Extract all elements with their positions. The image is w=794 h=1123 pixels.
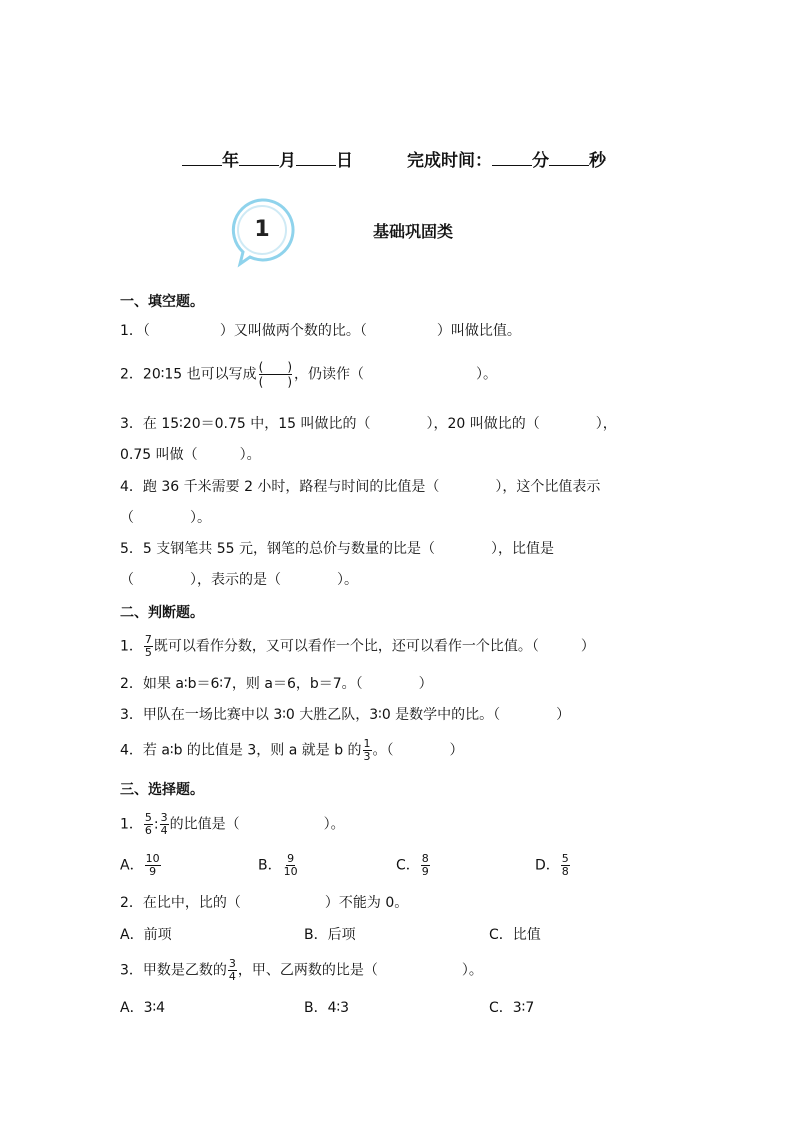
option-d-label: D． bbox=[535, 857, 560, 874]
minutes-label: 分 bbox=[532, 151, 549, 171]
option-a-fraction bbox=[145, 853, 161, 878]
fill-question-4-line-1: 4．跑 36 千米需要 2 小时，路程与时间的比值是（ ），这个比值表示 bbox=[120, 479, 601, 495]
choice-q1-frac1-den: 6 bbox=[144, 824, 152, 837]
choice-q3-option-b[interactable]: B．4∶3 bbox=[304, 1000, 350, 1016]
badge-number: 1 bbox=[254, 217, 270, 242]
choice-question-1 bbox=[120, 812, 345, 837]
judge-q4-frac-den: 3 bbox=[363, 750, 371, 763]
year-blank bbox=[182, 151, 222, 166]
judge-q1-frac-num: 7 bbox=[144, 633, 152, 646]
fill-q2-fraction-blank bbox=[259, 360, 292, 389]
choice-q3-fraction bbox=[228, 958, 237, 983]
fill-question-5-line-2: （ ），表示的是（ ）。 bbox=[120, 572, 358, 588]
judge-q1-fraction bbox=[144, 634, 153, 659]
choice-q2-option-b[interactable]: B．后项 bbox=[304, 927, 356, 943]
choice-q1-frac1-num: 5 bbox=[144, 811, 152, 824]
option-c-fraction bbox=[421, 853, 430, 878]
option-c-den: 9 bbox=[421, 865, 429, 878]
option-b-fraction bbox=[283, 853, 299, 878]
fill-q2-frac-num: ( ) bbox=[258, 360, 293, 374]
section-fill-title: 一、填空题。 bbox=[120, 294, 204, 310]
judge-question-2: 2．如果 a∶b＝6∶7，则 a＝6，b＝7。（ ） bbox=[120, 676, 433, 692]
judge-q4-text-a: 4．若 a∶b 的比值是 3，则 a 就是 b 的 bbox=[120, 742, 362, 759]
month-blank bbox=[239, 151, 279, 166]
option-a-num: 10 bbox=[145, 852, 160, 865]
choice-q1-ratio-sign: : bbox=[153, 816, 159, 833]
option-b-label: B． bbox=[258, 857, 282, 874]
fill-q2-frac-den: ( ) bbox=[258, 375, 293, 389]
choice-q3-option-c[interactable]: C．3∶7 bbox=[489, 1000, 535, 1016]
fill-q2-text-b: ，仍读作（ ）。 bbox=[294, 366, 498, 383]
option-c-label: C． bbox=[396, 857, 420, 874]
option-d-fraction bbox=[561, 853, 570, 878]
day-blank bbox=[296, 151, 336, 166]
choice-q1-frac2-num: 3 bbox=[160, 811, 168, 824]
time-label: 完成时间： bbox=[407, 151, 492, 171]
date-time-header bbox=[182, 146, 606, 171]
option-a-label: A． bbox=[120, 857, 144, 874]
choice-q1-option-d[interactable] bbox=[535, 853, 571, 878]
judge-q1-text: 既可以看作分数，又可以看作一个比，还可以看作一个比值。（ ） bbox=[153, 638, 595, 655]
section-judge-title: 二、判断题。 bbox=[120, 605, 204, 621]
choice-q1-fraction-1 bbox=[144, 812, 153, 837]
fill-question-1: 1．（ ）又叫做两个数的比。（ ）叫做比值。 bbox=[120, 323, 521, 339]
choice-q3-frac-num: 3 bbox=[228, 957, 236, 970]
judge-question-3: 3．甲队在一场比赛中以 3∶0 大胜乙队，3∶0 是数学中的比。（ ） bbox=[120, 707, 571, 723]
option-a-den: 9 bbox=[149, 865, 157, 878]
choice-q3-option-a[interactable]: A．3∶4 bbox=[120, 1000, 166, 1016]
option-c-num: 8 bbox=[421, 852, 429, 865]
choice-q1-number: 1． bbox=[120, 816, 143, 833]
seconds-blank bbox=[549, 151, 589, 166]
judge-q1-frac-den: 5 bbox=[144, 646, 152, 659]
judge-q4-frac-num: 1 bbox=[363, 737, 371, 750]
fill-question-3-line-1: 3．在 15∶20＝0.75 中，15 叫做比的（ ），20 叫做比的（ ）， bbox=[120, 416, 617, 432]
section-category-title: 基础巩固类 bbox=[373, 222, 454, 241]
minutes-blank bbox=[492, 151, 532, 166]
option-d-den: 8 bbox=[561, 865, 569, 878]
judge-q4-fraction bbox=[363, 738, 372, 763]
fill-question-3-line-2: 0.75 叫做（ ）。 bbox=[120, 447, 261, 463]
choice-q2-option-c[interactable]: C．比值 bbox=[489, 927, 541, 943]
fill-q2-text-a: 2．20∶15 也可以写成 bbox=[120, 366, 257, 383]
judge-q4-text-b: 。（ ） bbox=[372, 742, 464, 759]
judge-q1-number: 1． bbox=[120, 638, 143, 655]
seconds-label: 秒 bbox=[589, 151, 606, 171]
choice-question-3 bbox=[120, 958, 483, 983]
choice-q1-fraction-2 bbox=[160, 812, 169, 837]
month-label: 月 bbox=[279, 151, 296, 171]
choice-q1-option-b[interactable] bbox=[258, 853, 300, 878]
choice-question-2: 2．在比中，比的（ ）不能为 0。 bbox=[120, 895, 409, 911]
choice-q1-frac2-den: 4 bbox=[160, 824, 168, 837]
fill-question-5-line-1: 5．5 支钢笔共 55 元，钢笔的总价与数量的比是（ ），比值是 bbox=[120, 541, 554, 557]
option-b-den: 10 bbox=[283, 865, 298, 878]
option-b-num: 9 bbox=[287, 852, 295, 865]
fill-question-2 bbox=[120, 360, 497, 389]
choice-q1-text: 的比值是（ ）。 bbox=[169, 816, 345, 833]
choice-q3-frac-den: 4 bbox=[228, 970, 236, 983]
choice-q3-text-a: 3．甲数是乙数的 bbox=[120, 962, 227, 979]
choice-q3-text-b: ，甲、乙两数的比是（ ）。 bbox=[237, 962, 483, 979]
fill-question-4-line-2: （ ）。 bbox=[120, 510, 211, 526]
day-label: 日 bbox=[336, 151, 353, 171]
choice-q1-option-c[interactable] bbox=[396, 853, 431, 878]
year-label: 年 bbox=[222, 151, 239, 171]
judge-question-4 bbox=[120, 738, 464, 763]
choice-q1-option-a[interactable] bbox=[120, 853, 162, 878]
section-choice-title: 三、选择题。 bbox=[120, 782, 204, 798]
choice-q2-option-a[interactable]: A．前项 bbox=[120, 927, 172, 943]
judge-question-1 bbox=[120, 634, 595, 659]
option-d-num: 5 bbox=[561, 852, 569, 865]
